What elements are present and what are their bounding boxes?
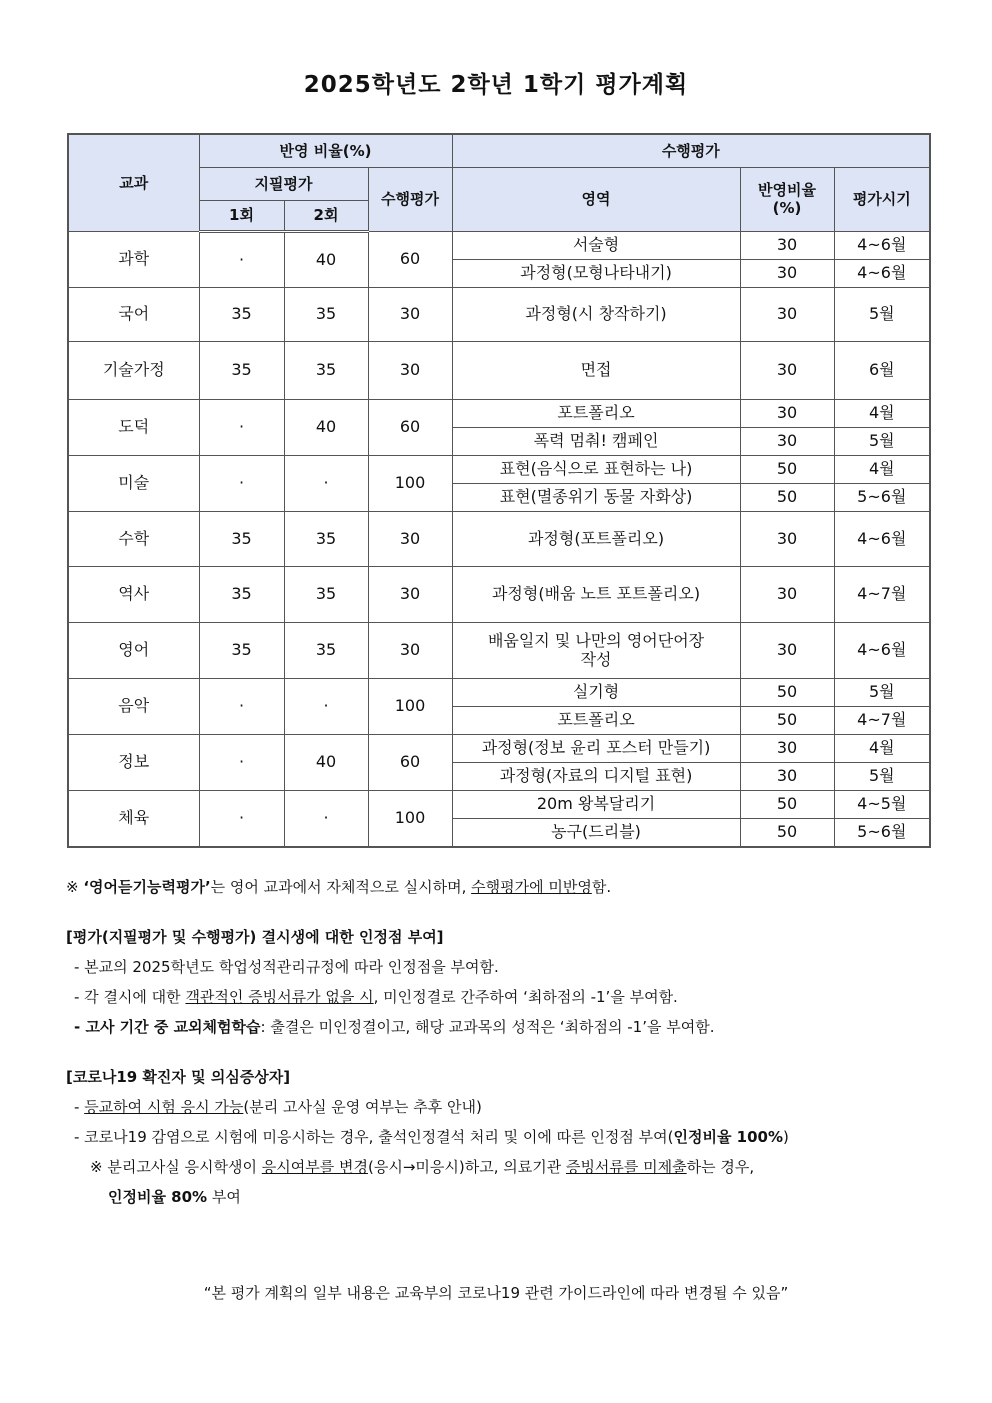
note-mark: ※	[66, 878, 84, 896]
written-round1-cell: 35	[199, 622, 284, 678]
note-end-text: 함.	[591, 878, 612, 896]
area-cell: 실기형	[452, 678, 740, 706]
item-ratio-cell: 30	[740, 259, 834, 287]
note-underline-text: 수행평가에 미반영	[471, 878, 592, 896]
area-cell: 배움일지 및 나만의 영어단어장 작성	[452, 622, 740, 678]
written-round1-cell: 35	[199, 287, 284, 341]
period-cell: 5월	[834, 287, 930, 341]
period-cell: 5월	[834, 427, 930, 455]
area-cell: 과정형(포트폴리오)	[452, 511, 740, 566]
table-row	[68, 622, 930, 678]
written-round2-cell: ·	[284, 790, 368, 847]
area-cell: 과정형(배움 노트 포트폴리오)	[452, 566, 740, 622]
header-ratio: 반영 비율(%)	[199, 134, 452, 167]
table-row	[68, 455, 930, 483]
period-cell: 5월	[834, 678, 930, 706]
written-round2-cell: 35	[284, 341, 368, 399]
performance-ratio-cell: 30	[368, 341, 452, 399]
subject-cell: 영어	[68, 622, 199, 678]
footer-note: “본 평가 계획의 일부 내용은 교육부의 코로나19 관련 가이드라인에 따라 변경될 수 있음”	[203, 1284, 789, 1302]
page-title: 2025학년도 2학년 1학기 평가계획	[303, 72, 689, 98]
written-round2-cell: 35	[284, 622, 368, 678]
written-round2-cell: 35	[284, 511, 368, 566]
area-cell: 면접	[452, 341, 740, 399]
subject-cell: 정보	[68, 734, 199, 790]
area-cell: 폭력 멈춰! 캠페인	[452, 427, 740, 455]
performance-ratio-cell: 30	[368, 287, 452, 341]
period-cell: 4~7월	[834, 566, 930, 622]
item-ratio-cell: 30	[740, 341, 834, 399]
covid-heading: [코로나19 확진자 및 의심증상자]	[66, 1068, 291, 1086]
absence-line-2: - 각 결시에 대한 객관적인 증빙서류가 없을 시, 미인정결로 간주하여 ‘최하점의 -1’을 부여함.	[74, 988, 678, 1006]
written-round2-cell: ·	[284, 455, 368, 511]
area-cell: 과정형(모형나타내기)	[452, 259, 740, 287]
table-row	[68, 790, 930, 818]
table-row	[68, 566, 930, 622]
notes-section	[66, 872, 946, 1212]
subject-cell: 과학	[68, 231, 199, 287]
written-round2-cell: 40	[284, 399, 368, 455]
written-round1-cell: ·	[199, 790, 284, 847]
area-cell: 과정형(자료의 디지털 표현)	[452, 762, 740, 790]
area-cell: 20m 왕복달리기	[452, 790, 740, 818]
written-round2-cell: 35	[284, 566, 368, 622]
performance-ratio-cell: 60	[368, 734, 452, 790]
item-ratio-cell: 50	[740, 455, 834, 483]
covid-line-4: 인정비율 80% 부여	[108, 1188, 241, 1206]
header-round2: 2회	[284, 200, 368, 231]
written-round2-cell: 40	[284, 231, 368, 287]
subject-cell: 수학	[68, 511, 199, 566]
area-cell: 포트폴리오	[452, 399, 740, 427]
period-cell: 4~7월	[834, 706, 930, 734]
table-row	[68, 734, 930, 762]
period-cell: 4~6월	[834, 511, 930, 566]
period-cell: 4~6월	[834, 231, 930, 259]
subject-cell: 국어	[68, 287, 199, 341]
item-ratio-cell: 30	[740, 287, 834, 341]
written-round2-cell: ·	[284, 678, 368, 734]
written-round1-cell: 35	[199, 511, 284, 566]
written-round1-cell: ·	[199, 231, 284, 287]
covid-line-1: - 등교하여 시험 응시 가능(분리 고사실 운영 여부는 추후 안내)	[74, 1098, 482, 1116]
performance-ratio-cell: 60	[368, 399, 452, 455]
period-cell: 5월	[834, 762, 930, 790]
subject-cell: 역사	[68, 566, 199, 622]
covid-line-2: - 코로나19 감염으로 시험에 미응시하는 경우, 출석인정결석 처리 및 이에 따른 인정점 부여(인정비율 100%)	[74, 1128, 789, 1146]
performance-ratio-cell: 30	[368, 566, 452, 622]
item-ratio-cell: 30	[740, 622, 834, 678]
english-listening-note	[66, 872, 946, 902]
absence-line-3: - 고사 기간 중 교외체험학습: 출결은 미인정결이고, 해당 교과목의 성적은 ‘최하점의 -1’을 부여함.	[74, 1018, 715, 1036]
header-perf-ratio: 반영비율 (%)	[740, 167, 834, 231]
written-round1-cell: 35	[199, 566, 284, 622]
evaluation-plan-table	[67, 133, 931, 848]
written-round2-cell: 35	[284, 287, 368, 341]
subject-cell: 기술가정	[68, 341, 199, 399]
period-cell: 4월	[834, 455, 930, 483]
item-ratio-cell: 30	[740, 427, 834, 455]
subject-cell: 도덕	[68, 399, 199, 455]
absence-heading: [평가(지필평가 및 수행평가) 결시생에 대한 인정점 부여]	[66, 928, 444, 946]
table-row	[68, 287, 930, 341]
item-ratio-cell: 50	[740, 706, 834, 734]
item-ratio-cell: 30	[740, 734, 834, 762]
item-ratio-cell: 30	[740, 231, 834, 259]
written-round1-cell: ·	[199, 455, 284, 511]
area-cell: 농구(드리블)	[452, 818, 740, 847]
period-cell: 4월	[834, 734, 930, 762]
item-ratio-cell: 50	[740, 483, 834, 511]
header-area: 영역	[452, 167, 740, 231]
written-round1-cell: ·	[199, 399, 284, 455]
performance-ratio-cell: 100	[368, 455, 452, 511]
table-row	[68, 678, 930, 706]
area-cell: 표현(멸종위기 동물 자화상)	[452, 483, 740, 511]
performance-ratio-cell: 100	[368, 790, 452, 847]
header-performance-group: 수행평가	[452, 134, 930, 167]
item-ratio-cell: 30	[740, 399, 834, 427]
item-ratio-cell: 30	[740, 566, 834, 622]
table-row	[68, 511, 930, 566]
item-ratio-cell: 50	[740, 790, 834, 818]
absence-line-1: - 본교의 2025학년도 학업성적관리규정에 따라 인정점을 부여함.	[74, 958, 499, 976]
area-cell: 포트폴리오	[452, 706, 740, 734]
period-cell: 4~6월	[834, 622, 930, 678]
performance-ratio-cell: 100	[368, 678, 452, 734]
table-row	[68, 231, 930, 259]
written-round1-cell: 35	[199, 341, 284, 399]
written-round1-cell: ·	[199, 678, 284, 734]
note-text: 는 영어 교과에서 자체적으로 실시하며,	[210, 878, 472, 896]
header-written: 지필평가	[199, 167, 368, 200]
performance-ratio-cell: 30	[368, 511, 452, 566]
table-row	[68, 399, 930, 427]
period-cell: 5~6월	[834, 818, 930, 847]
header-subject: 교과	[68, 134, 199, 231]
item-ratio-cell: 50	[740, 678, 834, 706]
period-cell: 6월	[834, 341, 930, 399]
period-cell: 4월	[834, 399, 930, 427]
period-cell: 5~6월	[834, 483, 930, 511]
subject-cell: 미술	[68, 455, 199, 511]
subject-cell: 체육	[68, 790, 199, 847]
performance-ratio-cell: 30	[368, 622, 452, 678]
period-cell: 4~5월	[834, 790, 930, 818]
area-cell: 표현(음식으로 표현하는 나)	[452, 455, 740, 483]
period-cell: 4~6월	[834, 259, 930, 287]
item-ratio-cell: 30	[740, 762, 834, 790]
written-round1-cell: ·	[199, 734, 284, 790]
item-ratio-cell: 50	[740, 818, 834, 847]
note-bold-text: ‘영어듣기능력평가’	[83, 878, 211, 896]
area-cell: 서술형	[452, 231, 740, 259]
area-cell: 과정형(시 창작하기)	[452, 287, 740, 341]
table-body	[68, 231, 930, 847]
written-round2-cell: 40	[284, 734, 368, 790]
item-ratio-cell: 30	[740, 511, 834, 566]
area-cell: 과정형(정보 윤리 포스터 만들기)	[452, 734, 740, 762]
subject-cell: 음악	[68, 678, 199, 734]
performance-ratio-cell: 60	[368, 231, 452, 287]
header-period: 평가시기	[834, 167, 930, 231]
table-row	[68, 341, 930, 399]
covid-line-3: ※ 분리고사실 응시학생이 응시여부를 변경(응시→미응시)하고, 의료기관 증빙서류를 미제출하는 경우,	[90, 1158, 755, 1176]
header-round1: 1회	[199, 200, 284, 231]
header-performance: 수행평가	[368, 167, 452, 231]
